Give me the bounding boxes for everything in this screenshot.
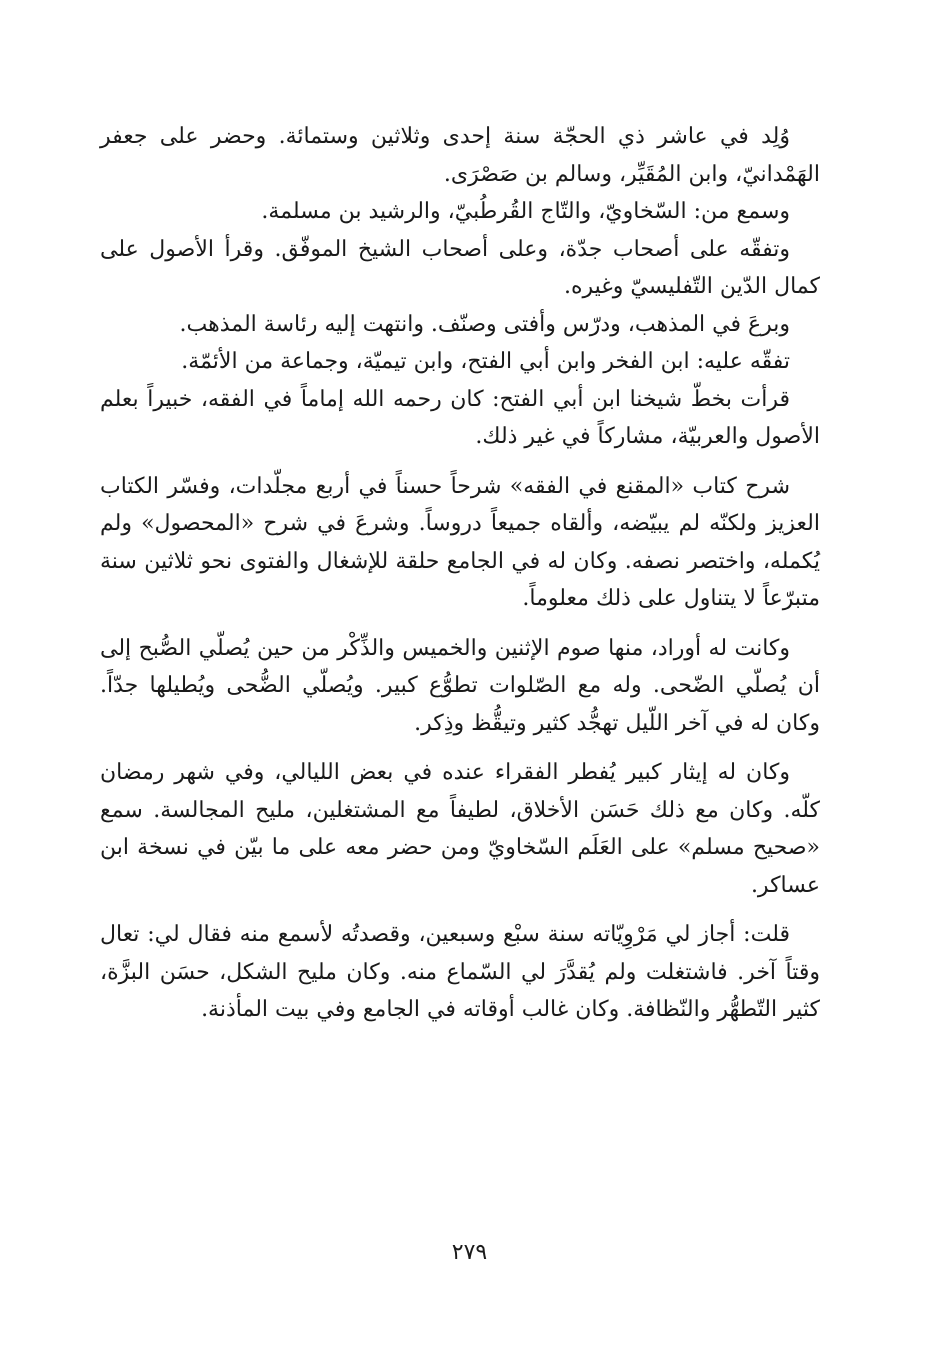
paragraph-author-note: قلت: أجاز لي مَرْوِيّاته سنة سبْع وسبعين، وقصدتُه لأسمع منه فقال لي: تعال وقتاً آخر. فاشتغلت ولم يُقدَّرَ لي السّماع منه. وكان مليح الشكل، حسَن البزَّة، كثير التّطهُّر والنّظافة. وكان غالب أوقاته في الجامع وفي بيت المأذنة. [100,922,820,1022]
paragraph-works: شرح كتاب «المقنع في الفقه» شرحاً حسناً في أربع مجلّدات، وفسّر الكتاب العزيز ولكنّه لم يبيّضه، وألقاه جميعاً دروساً. وشرعَ في شرح «المحصول» ولم يُكمله، واختصر نصفه. وكان له في الجامع حلقة للإشغال والفتوى نحو ثلاثين سنة متبرّعاً لا يتناول على ذلك معلوماً. [100,473,820,611]
paragraph-students: تفقّه عليه: ابن الفخر وابن أبي الفتح، وابن تيميّة، وجماعة من الأئمّة. [181,349,790,374]
paragraph-heard-from: وسمع من: السّخاويّ، والتّاج القُرطُبيّ، والرشيد بن مسلمة. [261,199,790,224]
paragraph-studied-fiqh: وتفقّه على أصحاب جدّة، وعلى أصحاب الشيخ الموفّق. وقرأ الأصول على كمال الدّين التّفليسيّ وغيره. [100,236,820,299]
paragraph-devotions: وكانت له أوراد، منها صوم الإثنين والخميس والذِّكْر من حين يُصلّي الصُّبح إلى أن يُصلّي الضّحى. وله مع الصّلوات تطوُّع كبير. ويُصلّي الضُّحى ويُطيلها جدّاً. وكان له في آخر اللّيل تهجُّد كثير وتيقُّظ وذِكر. [100,635,820,736]
paragraph-read-handwriting: قرأت بخطّ شيخنا ابن أبي الفتح: كان رحمه الله إماماً في الفقه، خبيراً بعلم الأصول والعربيّة، مشاركاً في غير ذلك. [100,386,820,449]
body-text [100,118,820,1029]
paragraph-birth: وُلِد في عاشر ذي الحجّة سنة إحدى وثلاثين وستمائة. وحضر على جعفر الهَمْدانيّ، وابن المُقَيِّر، وسالم بن صَصْرَى. [100,124,820,187]
paragraph-generosity: وكان له إيثار كبير يُفطر الفقراء عنده في بعض الليالي، وفي شهر رمضان كلّه. وكان مع ذلك حَسَن الأخلاق، لطيفاً مع المشتغلين، مليح المجالسة. سمع «صحيح مسلم» على العَلَم السّخاويّ ومن حضر معه على ما بيّن في نسخة ابن عساكر. [100,760,820,898]
paragraph-excelled: وبرعَ في المذهب، ودرّس وأفتى وصنّف. وانتهت إليه رئاسة المذهب. [179,311,790,337]
page-number: ٢٧٩ [451,1240,488,1265]
